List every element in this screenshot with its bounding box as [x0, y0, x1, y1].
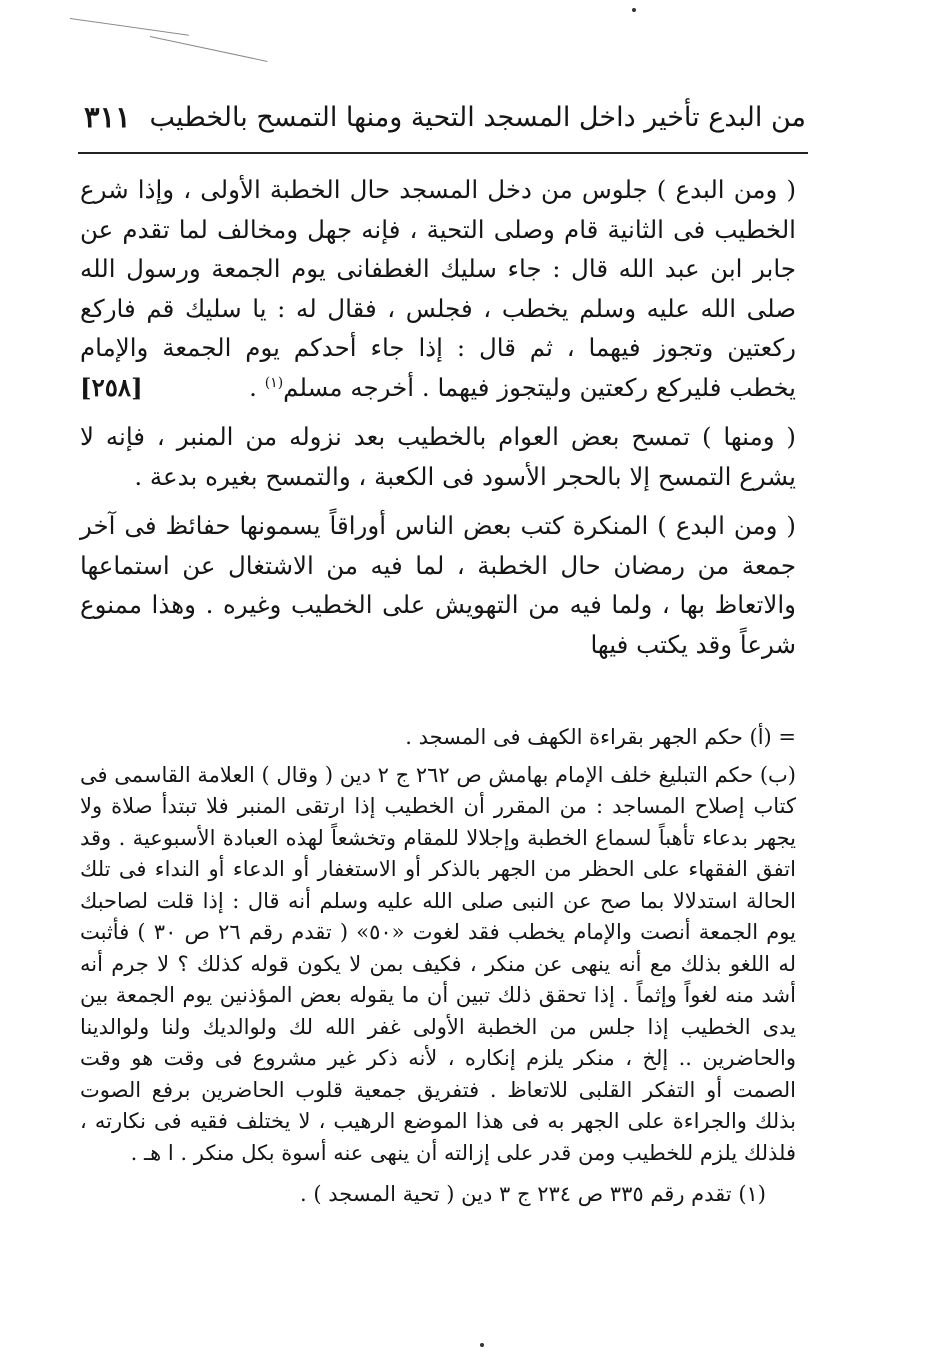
scan-artifact-dot	[480, 1343, 484, 1347]
scan-artifact-dot	[632, 8, 636, 12]
footnote-marker: (١)	[264, 374, 284, 391]
paragraph: ( ومن البدع ) جلوس من دخل المسجد حال الخطبة الأولى ، وإذا شرع الخطيب فى الثانية قام وصلى التحية ، فإنه جهل ومخالف لما تقدم عن جابر ابن عبد الله قال : جاء سليك الغطفانى يوم الجمعة ورسول الله صلى الله عليه وسلم يخطب ، فجلس ، فقال له : يا سليك قم فاركع ركعتين وتجوز فيهما ، ثم قال : إذا جاء أحدكم يوم الجمعة والإمام يخطب فليركع ركعتين وليتجوز فيهما . أخرجه مسلم$^{(١)}$ . [٢٥٨]	[80, 170, 796, 407]
hadith-number: [٢٥٨]	[80, 372, 143, 402]
paragraph: ( ومنها ) تمسح بعض العوام بالخطيب بعد نزوله من المنبر ، فإنه لا يشرع التمسح إلا بالحجر الأسود فى الكعبة ، والتمسح بغيره بدعة .	[80, 422, 796, 491]
scan-artifact-line	[70, 18, 189, 36]
footnote-item: = (أ) حكم الجهر بقراءة الكهف فى المسجد .	[405, 725, 796, 749]
page-number: ٣١١	[84, 100, 131, 134]
page-header	[78, 96, 808, 154]
footnote-item: (١) تقدم رقم ٣٣٥ ص ٢٣٤ ج ٣ دين ( تحية المسجد ) .	[300, 1182, 766, 1206]
scan-artifact-line	[150, 36, 268, 62]
paragraph-text: ( ومن البدع ) جلوس من دخل المسجد حال الخطبة الأولى ، وإذا شرع الخطيب فى الثانية قام وصلى التحية ، فإنه جهل ومخالف لما تقدم عن جابر ابن عبد الله قال : جاء سليك الغطفانى يوم الجمعة ورسول الله صلى الله عليه وسلم يخطب ، فجلس ، فقال له : يا سليك قم فاركع ركعتين وتجوز فيهما ، ثم قال : إذا جاء أحدكم يوم الجمعة والإمام يخطب فليركع ركعتين وليتجوز فيهما . أخرجه مسلم	[80, 175, 796, 402]
footnotes-section	[80, 722, 796, 1322]
paragraph: ( ومن البدع ) المنكرة كتب بعض الناس أوراقاً يسمونها حفائظ فى آخر جمعة من رمضان حال الخطبة ، لما فيه من الاشتغال عن استماعها والاتعاظ بها ، ولما فيه من التهويش على الخطيب وغيره . وهذا ممنوع شرعاً وقد يكتب فيها	[80, 511, 796, 659]
footnote-item: (ب) حكم التبليغ خلف الإمام بهامش ص ٢٦٢ ج ٢ دين ( وقال ) العلامة القاسمى فى كتاب إصلاح المساجد : من المقرر أن الخطيب إذا ارتقى المنبر فلا تبتدأ صلاة ولا يجهر بدعاء تأهباً لسماع الخطبة وإجلالا للمقام وتخشعاً لهذه العبادة الأسبوعية . وقد اتفق الفقهاء على الحظر من الجهر بالذكر أو الاستغفار أو الدعاء أو النداء فى تلك الحالة استدلالا بما صح عن النبى صلى الله عليه وسلم أنه قال : إذا قلت لصاحبك يوم الجمعة أنصت والإمام يخطب فقد لغوت «٥٠» ( تقدم رقم ٢٦ ص ٣٠ ) فأثبت له اللغو بذلك مع أنه ينهى عن منكر ، فكيف بمن لا يكون قوله كذلك ؟ لا جرم أنه أشد منه لغواً وإثماً . إذا تحقق ذلك تبين أن ما يقوله بعض المؤذنين يوم الجمعة بين يدى الخطيب إذا جلس من الخطبة الأولى غفر الله لك ولوالديك ولنا ولوالدينا والحاضرين .. إلخ ، منكر يلزم إنكاره ، لأنه ذكر غير مشروع فى وقت هو وقت الصمت أو التفكر القلبى للاتعاظ . فتفريق جمعية قلوب الحاضرين برفع الصوت بذلك والجراءة على الجهر به فى هذا الموضع الرهيب ، لا يختلف فقيه فى نكارته ، فلذلك يلزم للخطيب ومن قدر على إزالته أن ينهى عنه أسوة بكل منكر . ا هـ .	[80, 762, 796, 1165]
main-text	[80, 170, 796, 698]
running-title: من البدع تأخير داخل المسجد التحية ومنها التمسح بالخطيب	[149, 102, 806, 133]
